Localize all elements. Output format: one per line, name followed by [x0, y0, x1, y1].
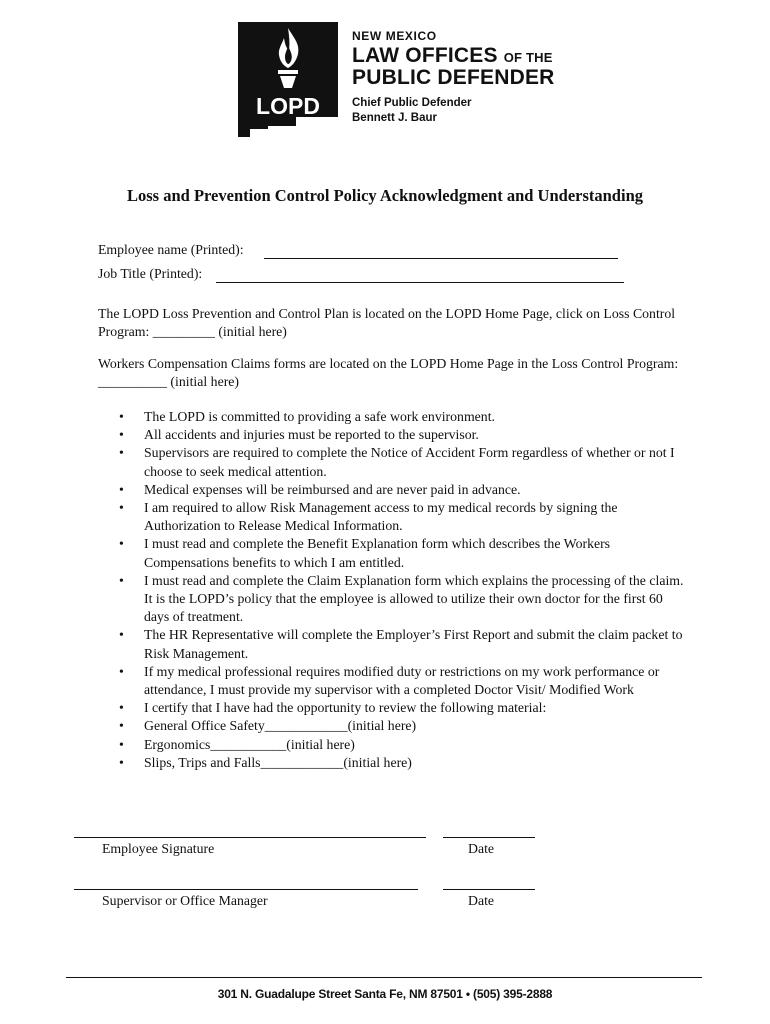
- list-item: • I must read and complete the Claim Explanation form which explains the processing of the claim. It is the LOPD’s policy that the employee is allowed to utilize their own doctor for the first 60 days of treatment.: [98, 572, 688, 627]
- footer-divider: [66, 977, 702, 978]
- org-name-line2: PUBLIC DEFENDER: [352, 66, 555, 89]
- list-item: • If my medical professional requires modified duty or restrictions on my work performance or attendance, I must provide my supervisor with a completed Doctor Visit/ Modified Work: [98, 663, 688, 699]
- supervisor-signature-field[interactable]: [74, 889, 418, 890]
- list-item: • Ergonomics___________(initial here): [98, 736, 688, 754]
- employee-signature-label: Employee Signature: [102, 841, 215, 856]
- job-title-field[interactable]: [216, 282, 624, 283]
- list-item: • The LOPD is committed to providing a safe work environment.: [98, 408, 688, 426]
- org-name-suffix: OF THE: [503, 50, 553, 65]
- supervisor-signature-label: Supervisor or Office Manager: [102, 893, 268, 908]
- employee-name-field[interactable]: [264, 258, 618, 259]
- org-name-main: LAW OFFICES: [352, 44, 498, 67]
- employee-date-field[interactable]: [443, 837, 535, 838]
- supervisor-date-field[interactable]: [443, 889, 535, 890]
- employee-date-label: Date: [468, 841, 495, 856]
- list-item: • I certify that I have had the opportunity to review the following material:: [98, 699, 688, 717]
- chief-title: Chief Public Defender: [352, 97, 472, 109]
- loss-control-plan-paragraph: The LOPD Loss Prevention and Control Plan is located on the LOPD Home Page, click on Loss Control Program: _________ (initial here): [98, 306, 676, 339]
- document-title: Loss and Prevention Control Policy Acknowledgment and Understanding: [127, 186, 643, 205]
- employee-name-label: Employee name (Printed):: [98, 242, 244, 257]
- employee-signature-field[interactable]: [74, 837, 426, 838]
- list-item: • Medical expenses will be reimbursed and are never paid in advance.: [98, 481, 688, 499]
- list-item: • I am required to allow Risk Management access to my medical records by signing the Authorization to Release Medical Information.: [98, 499, 688, 535]
- list-item: • All accidents and injuries must be reported to the supervisor.: [98, 426, 688, 444]
- torch-cup-icon: [278, 70, 298, 74]
- list-item: • General Office Safety____________(initial here): [98, 717, 688, 735]
- policy-bullet-list: [98, 408, 688, 772]
- org-name-line1: [352, 44, 553, 68]
- job-title-label: Job Title (Printed):: [98, 266, 203, 281]
- chief-name: Bennett J. Baur: [352, 112, 437, 124]
- list-item: • I must read and complete the Benefit Explanation form which describes the Workers Compensations benefits to which I am entitled.: [98, 535, 688, 571]
- footer-address: 301 N. Guadalupe Street Santa Fe, NM 87501 • (505) 395-2888: [217, 987, 553, 1001]
- org-state: NEW MEXICO: [352, 29, 437, 43]
- list-item: • The HR Representative will complete the Employer’s First Report and submit the claim packet to Risk Management.: [98, 626, 688, 662]
- supervisor-date-label: Date: [468, 893, 495, 908]
- logo-text: LOPD: [256, 93, 320, 119]
- list-item: • Slips, Trips and Falls____________(initial here): [98, 754, 688, 772]
- lopd-logo: [238, 22, 338, 137]
- list-item: • Supervisors are required to complete the Notice of Accident Form regardless of whether or not I choose to seek medical attention.: [98, 444, 688, 480]
- workers-comp-paragraph: Workers Compensation Claims forms are located on the LOPD Home Page in the Loss Control Program: __________ (initial here): [98, 356, 679, 389]
